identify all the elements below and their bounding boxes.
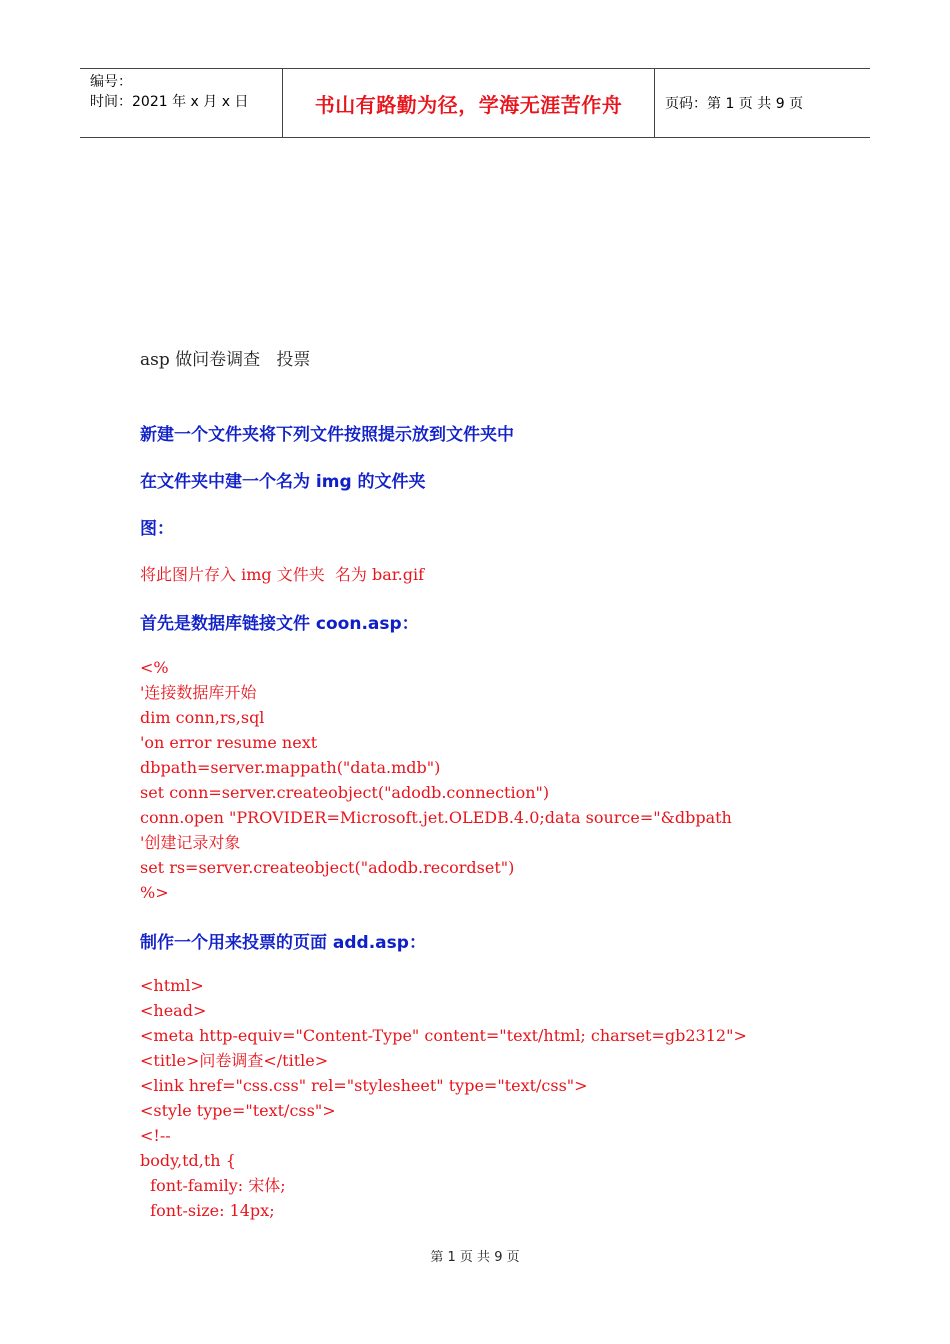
code-line: dim conn,rs,sql xyxy=(140,708,265,727)
step-4: 首先是数据库链接文件 coon.asp： xyxy=(140,614,419,634)
code-line: <!-- xyxy=(140,1126,171,1145)
code-line: <style type="text/css"> xyxy=(140,1101,336,1120)
code-line: font-size: 14px; xyxy=(140,1201,275,1220)
code-line: <html> xyxy=(140,976,204,995)
time-label: 时间：2021 年 x 月 x 日 xyxy=(90,94,249,110)
code-line: font-family: 宋体; xyxy=(140,1176,286,1195)
doc-title: asp 做问卷调查 投票 xyxy=(140,350,311,370)
step-1: 新建一个文件夹将下列文件按照提示放到文件夹中 xyxy=(140,425,514,445)
code-line: <link href="css.css" rel="stylesheet" type="text/css"> xyxy=(140,1076,588,1095)
code-line: 'on error resume next xyxy=(140,733,318,752)
code-block-conn xyxy=(140,655,732,905)
code-line: '创建记录对象 xyxy=(140,833,241,852)
page-footer: 第 1 页 共 9 页 xyxy=(430,1250,520,1265)
code-line: <title>问卷调查</title> xyxy=(140,1051,329,1070)
motto-text: 书山有路勤为径，学海无涯苦作舟 xyxy=(314,92,623,117)
header-page-info xyxy=(655,69,870,137)
header-table xyxy=(80,68,870,138)
number-label: 编号： xyxy=(90,74,132,90)
step-5: 制作一个用来投票的页面 add.asp： xyxy=(140,933,426,953)
code-line: <meta http-equiv="Content-Type" content="text/html; charset=gb2312"> xyxy=(140,1026,747,1045)
page-info-text: 页码：第 1 页 共 9 页 xyxy=(665,96,804,112)
code-line: dbpath=server.mappath("data.mdb") xyxy=(140,758,441,777)
code-line: set rs=server.createobject("adodb.recordset") xyxy=(140,858,515,877)
code-line: conn.open "PROVIDER=Microsoft.jet.OLEDB.4.0;data source="&dbpath xyxy=(140,808,732,827)
header-motto xyxy=(282,69,655,137)
header-meta xyxy=(80,69,282,137)
code-line: %> xyxy=(140,883,169,902)
code-line: <head> xyxy=(140,1001,207,1020)
step-3: 图： xyxy=(140,519,174,539)
code-line: body,td,th { xyxy=(140,1151,236,1170)
code-block-add xyxy=(140,973,747,1223)
step-2: 在文件夹中建一个名为 img 的文件夹 xyxy=(140,472,426,492)
code-line: <% xyxy=(140,658,169,677)
code-line: set conn=server.createobject("adodb.connection") xyxy=(140,783,550,802)
image-note: 将此图片存入 img 文件夹 名为 bar.gif xyxy=(140,565,425,584)
code-line: '连接数据库开始 xyxy=(140,683,257,702)
